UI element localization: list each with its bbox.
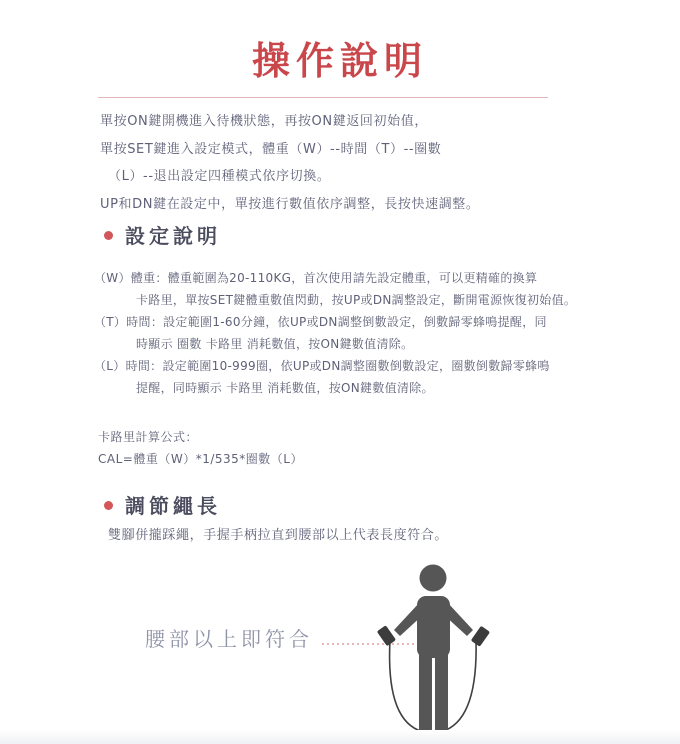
intro-line: （L）--退出設定四種模式依序切換。 <box>108 169 331 184</box>
section-heading-text: 設定說明 <box>125 224 221 248</box>
bottom-shade <box>0 730 680 744</box>
settings-line: 卡路里，單按SET鍵體重數值閃動，按UP或DN調整設定，斷開電源恢復初始值。 <box>136 293 577 307</box>
section-heading-text: 調節繩長 <box>125 494 221 518</box>
settings-line: 提醒，同時顯示 卡路里 消耗數值，按ON鍵數值清除。 <box>136 381 434 395</box>
intro-line: 單按SET鍵進入設定模式，體重（W）--時間（T）--圈數 <box>100 141 442 157</box>
left-handle-icon <box>377 625 396 646</box>
settings-line: （T）時間：設定範圍1-60分鐘，依UP或DN調整倒數設定，倒數歸零蜂鳴提醒，同 <box>94 315 547 329</box>
intro-line: 單按ON鍵開機進入待機狀態，再按ON鍵返回初始值， <box>100 114 428 129</box>
settings-line: （L）時間：設定範圍10-999圈，依UP或DN調整圈數倒數設定，圈數倒數歸零蜂鳴 <box>94 359 550 373</box>
intro-line: UP和DN鍵在設定中，單按進行數值依序調整，長按快速調整。 <box>100 196 480 212</box>
waist-label: 腰部以上即符合 <box>145 627 313 651</box>
formula-label: 卡路里計算公式： <box>98 430 199 444</box>
settings-line: （W）體重：體重範圍為20-110KG，首次使用請先設定體重，可以更精確的換算 <box>94 271 538 285</box>
formula-expression: CAL=體重（W）*1/535*圈數（L） <box>98 452 303 466</box>
right-handle-icon <box>471 626 490 647</box>
page-title: 操作說明 <box>251 39 428 83</box>
adjust-instruction: 雙腳併攏踩繩，手握手柄拉直到腰部以上代表長度符合。 <box>108 528 449 543</box>
settings-line: 時顯示 圈數 卡路里 消耗數值，按ON鍵數值清除。 <box>136 337 414 351</box>
person-silhouette-icon <box>394 565 473 733</box>
